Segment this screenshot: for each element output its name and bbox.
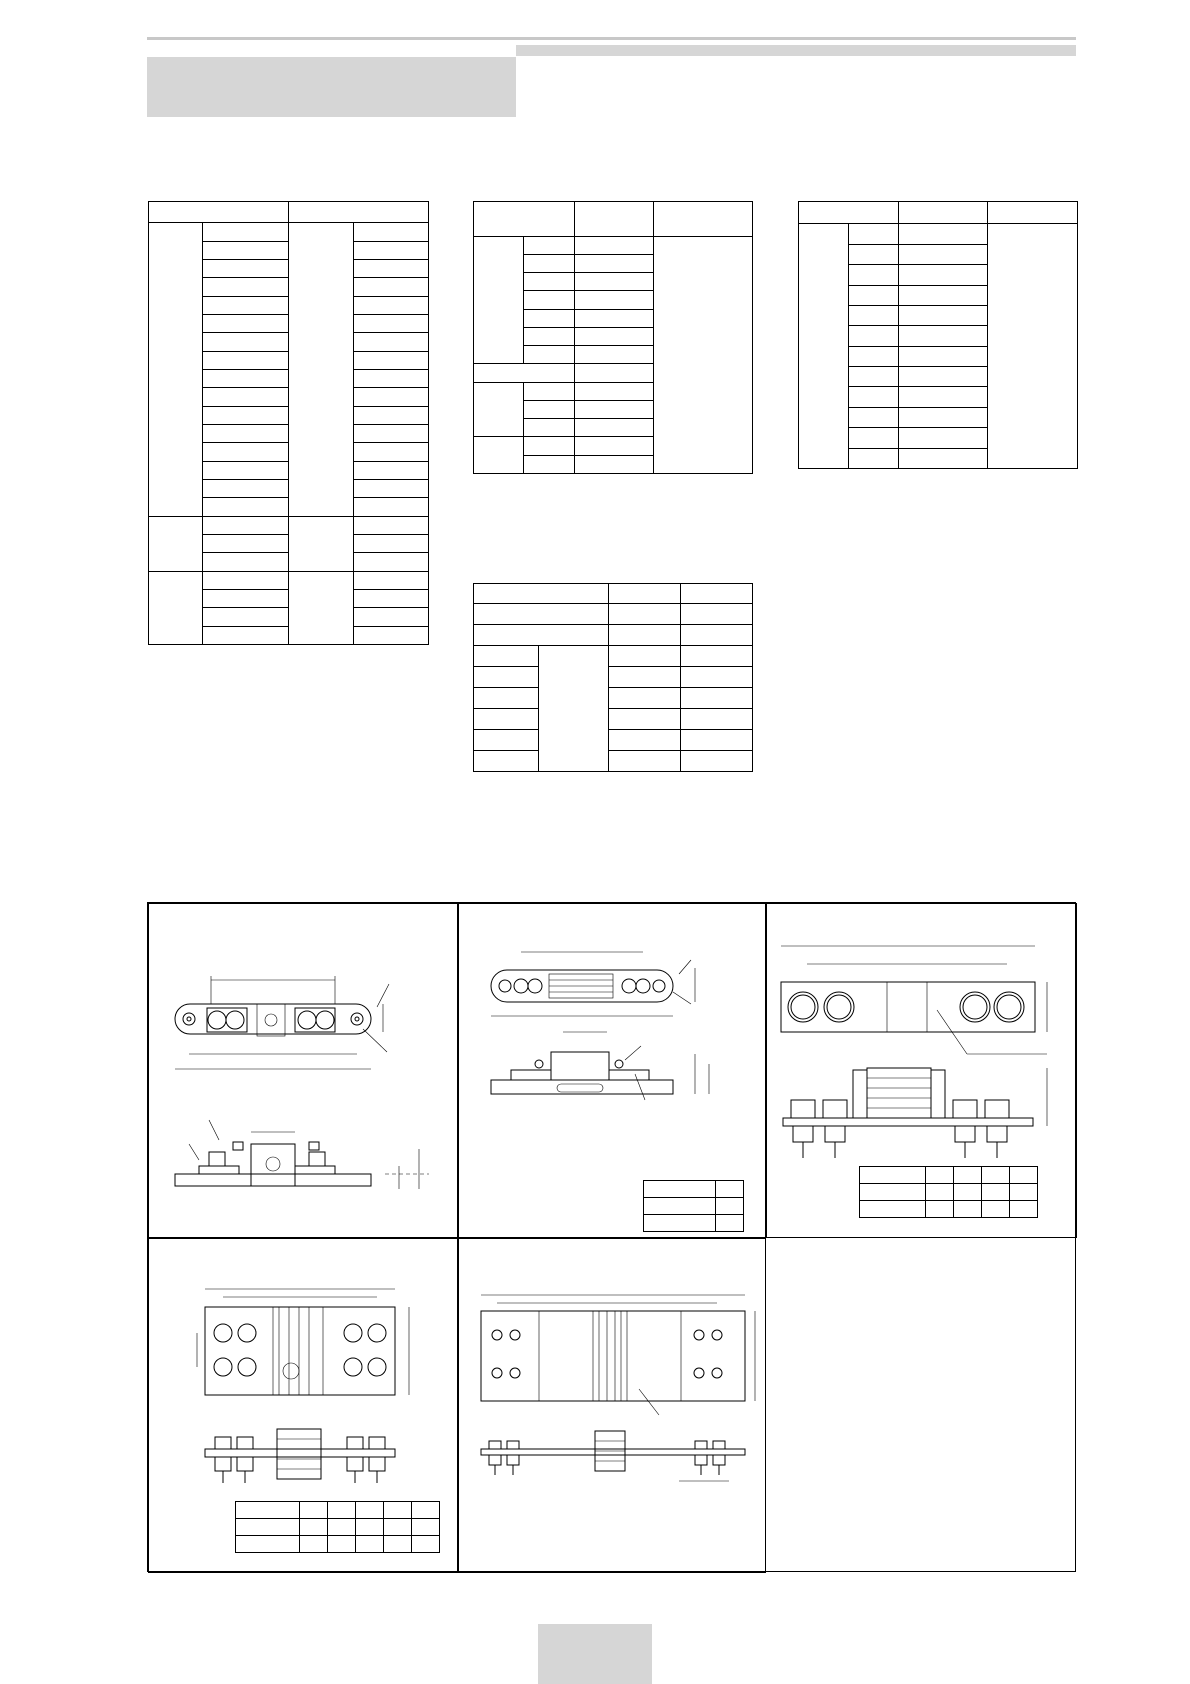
spec-table-b [473,201,753,474]
header-band [516,45,1076,56]
shunt-small-icon [149,904,459,1239]
panel-2 [458,903,766,1238]
panel-5 [458,1238,766,1573]
header-title-box [147,57,516,117]
footer-page-box [538,1624,652,1684]
spec-table-d [473,583,753,772]
spec-table-c [798,201,1078,469]
spec-table-a [148,201,429,645]
header-top-rule [147,37,1076,40]
panel-4-table [235,1501,440,1553]
panel-1 [148,903,458,1238]
shunt-long-four-bolt-icon [459,1239,767,1574]
panel-3 [766,903,1077,1238]
panel-2-table [643,1180,744,1232]
panel-3-table [859,1166,1038,1218]
panel-4 [148,1238,458,1573]
drawing-panels [147,902,1076,1572]
